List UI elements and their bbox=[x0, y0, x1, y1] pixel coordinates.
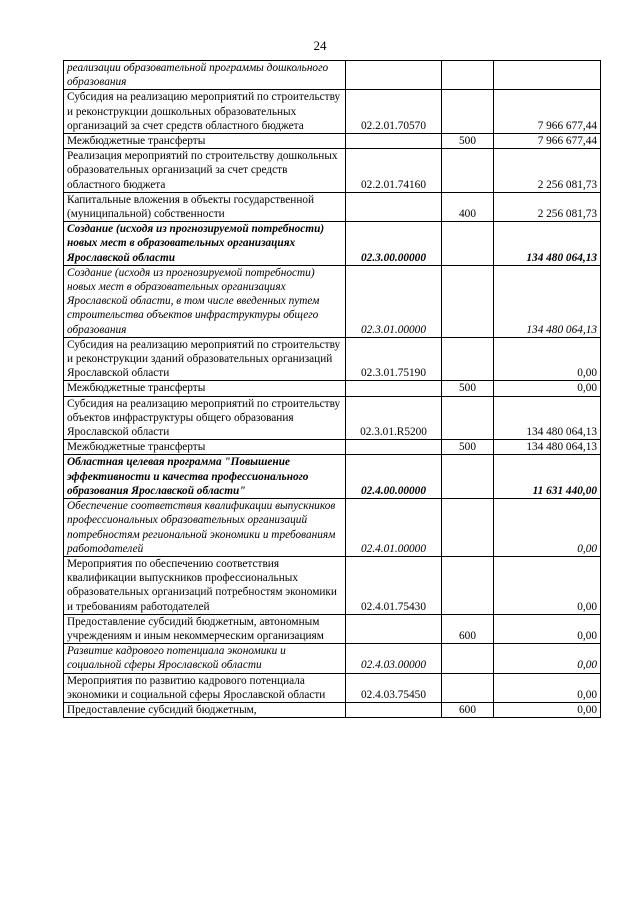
row-sum: 7 966 677,44 bbox=[494, 90, 601, 134]
row-name: Мероприятия по обеспечению соответствия квалификации выпускников профессиональных образовательных организаций потребностям экономики и требованиям работодателей bbox=[64, 556, 346, 614]
row-vr bbox=[442, 499, 494, 557]
row-vr bbox=[442, 265, 494, 337]
table-row bbox=[64, 337, 601, 381]
table-row bbox=[64, 381, 601, 396]
table-row bbox=[64, 673, 601, 702]
row-vr bbox=[442, 90, 494, 134]
table-row bbox=[64, 134, 601, 149]
row-sum: 0,00 bbox=[494, 556, 601, 614]
table-row bbox=[64, 440, 601, 455]
row-code bbox=[346, 134, 442, 149]
row-sum: 0,00 bbox=[494, 499, 601, 557]
row-name: Субсидия на реализацию мероприятий по строительству и реконструкции дошкольных образовательных организаций за счет средств областного бюджета bbox=[64, 90, 346, 134]
row-sum: 0,00 bbox=[494, 673, 601, 702]
row-vr bbox=[442, 673, 494, 702]
table-row bbox=[64, 499, 601, 557]
table-row bbox=[64, 614, 601, 643]
row-code: 02.4.01.00000 bbox=[346, 499, 442, 557]
row-code bbox=[346, 614, 442, 643]
row-sum: 0,00 bbox=[494, 614, 601, 643]
row-code bbox=[346, 702, 442, 717]
table-row bbox=[64, 61, 601, 90]
row-name: Развитие кадрового потенциала экономики и социальной сферы Ярославской области bbox=[64, 644, 346, 673]
row-vr bbox=[442, 556, 494, 614]
row-code: 02.3.00.00000 bbox=[346, 222, 442, 266]
row-name: Субсидия на реализацию мероприятий по строительству и реконструкции зданий образовательных организаций Ярославской области bbox=[64, 337, 346, 381]
row-vr: 500 bbox=[442, 440, 494, 455]
row-name: Межбюджетные трансферты bbox=[64, 381, 346, 396]
row-name: Предоставление субсидий бюджетным, bbox=[64, 702, 346, 717]
row-sum: 0,00 bbox=[494, 337, 601, 381]
row-code bbox=[346, 61, 442, 90]
row-name: Предоставление субсидий бюджетным, автономным учреждениям и иным некоммерческим организациям bbox=[64, 614, 346, 643]
row-name: Межбюджетные трансферты bbox=[64, 440, 346, 455]
row-sum: 134 480 064,13 bbox=[494, 222, 601, 266]
row-name: Обеспечение соответствия квалификации выпускников профессиональных образовательных организаций потребностям региональной экономики и требованиям работодателей bbox=[64, 499, 346, 557]
table-row bbox=[64, 455, 601, 499]
row-vr bbox=[442, 455, 494, 499]
row-name: Капитальные вложения в объекты государственной (муниципальной) собственности bbox=[64, 192, 346, 221]
page-number: 24 bbox=[313, 38, 327, 53]
row-vr: 500 bbox=[442, 134, 494, 149]
table-row bbox=[64, 556, 601, 614]
row-sum: 134 480 064,13 bbox=[494, 396, 601, 440]
table-row bbox=[64, 702, 601, 717]
table-row bbox=[64, 644, 601, 673]
row-vr: 600 bbox=[442, 614, 494, 643]
table-row bbox=[64, 149, 601, 193]
row-code: 02.3.01.R5200 bbox=[346, 396, 442, 440]
row-sum: 11 631 440,00 bbox=[494, 455, 601, 499]
row-name: Субсидия на реализацию мероприятий по строительству объектов инфраструктуры общего образования Ярославской области bbox=[64, 396, 346, 440]
row-name: Создание (исходя из прогнозируемой потребности) новых мест в образовательных организациях Ярославской области bbox=[64, 222, 346, 266]
row-name: Межбюджетные трансферты bbox=[64, 134, 346, 149]
row-sum: 0,00 bbox=[494, 702, 601, 717]
row-name: Создание (исходя из прогнозируемой потребности) новых мест в образовательных организациях Ярославской области, в том числе введенных путем строительства объектов инфраструктуры общего образования bbox=[64, 265, 346, 337]
row-sum: 0,00 bbox=[494, 381, 601, 396]
row-code bbox=[346, 192, 442, 221]
row-vr bbox=[442, 222, 494, 266]
row-code: 02.2.01.74160 bbox=[346, 149, 442, 193]
row-name: Реализация мероприятий по строительству дошкольных образовательных организаций за счет средств областного бюджета bbox=[64, 149, 346, 193]
row-sum: 2 256 081,73 bbox=[494, 192, 601, 221]
row-sum: 2 256 081,73 bbox=[494, 149, 601, 193]
table-row bbox=[64, 396, 601, 440]
row-vr bbox=[442, 61, 494, 90]
row-code: 02.4.00.00000 bbox=[346, 455, 442, 499]
row-vr: 400 bbox=[442, 192, 494, 221]
row-code bbox=[346, 440, 442, 455]
row-code: 02.3.01.00000 bbox=[346, 265, 442, 337]
row-sum: 7 966 677,44 bbox=[494, 134, 601, 149]
row-code: 02.4.01.75430 bbox=[346, 556, 442, 614]
table-row bbox=[64, 192, 601, 221]
row-vr bbox=[442, 644, 494, 673]
row-sum: 0,00 bbox=[494, 644, 601, 673]
row-vr: 500 bbox=[442, 381, 494, 396]
row-code bbox=[346, 381, 442, 396]
row-vr: 600 bbox=[442, 702, 494, 717]
row-code: 02.3.01.75190 bbox=[346, 337, 442, 381]
row-name: реализации образовательной программы дошкольного образования bbox=[64, 61, 346, 90]
row-name: Мероприятия по развитию кадрового потенциала экономики и социальной сферы Ярославской области bbox=[64, 673, 346, 702]
row-sum: 134 480 064,13 bbox=[494, 440, 601, 455]
row-sum: 134 480 064,13 bbox=[494, 265, 601, 337]
row-code: 02.4.03.00000 bbox=[346, 644, 442, 673]
row-name: Областная целевая программа "Повышение эффективности и качества профессионального образования Ярославской области" bbox=[64, 455, 346, 499]
row-vr bbox=[442, 337, 494, 381]
table-row bbox=[64, 90, 601, 134]
row-code: 02.2.01.70570 bbox=[346, 90, 442, 134]
row-code: 02.4.03.75450 bbox=[346, 673, 442, 702]
table-row bbox=[64, 222, 601, 266]
table-row bbox=[64, 265, 601, 337]
row-vr bbox=[442, 149, 494, 193]
budget-table bbox=[63, 60, 601, 718]
row-sum bbox=[494, 61, 601, 90]
row-vr bbox=[442, 396, 494, 440]
